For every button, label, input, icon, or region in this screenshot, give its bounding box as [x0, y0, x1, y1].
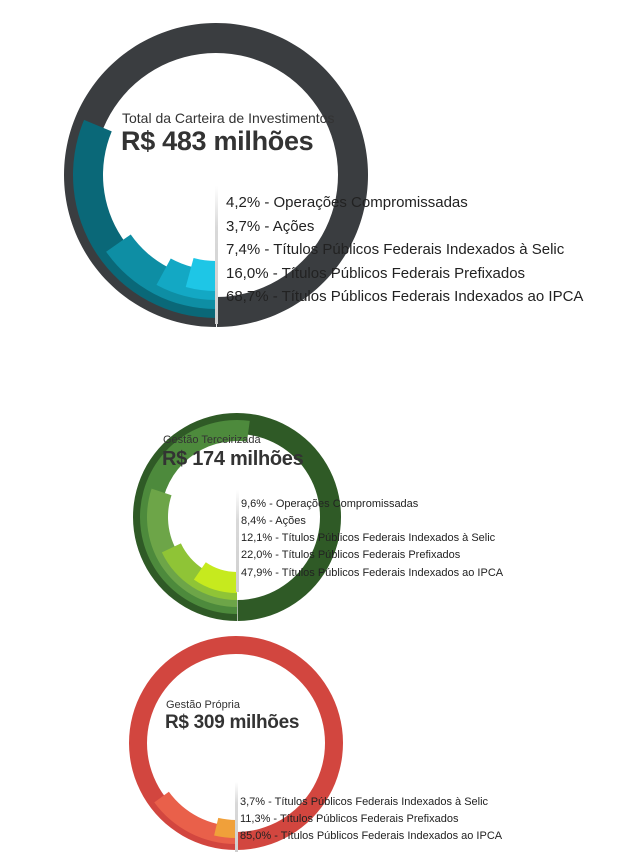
legend-divider [236, 490, 239, 592]
chart-own-management [0, 620, 637, 866]
ring-segment-1 [214, 818, 236, 838]
chart-total-value: R$ 174 milhões [162, 448, 304, 470]
chart-subtitle: Gestão Terceirizada [163, 434, 261, 446]
chart-total-value: R$ 309 milhões [165, 712, 300, 733]
legend-item: 3,7% - Ações [226, 218, 315, 235]
ring-segment-1 [186, 258, 216, 291]
legend-item: 4,2% - Operações Compromissadas [226, 194, 468, 211]
legend-item: 8,4% - Ações [241, 515, 306, 527]
legend-item: 47,9% - Títulos Públicos Federais Indexados ao IPCA [241, 567, 504, 579]
legend-item: 85,0% - Títulos Públicos Federais Indexados ao IPCA [240, 830, 503, 842]
chart-total-value: R$ 483 milhões [121, 126, 314, 156]
legend-item: 68,7% - Títulos Públicos Federais Indexados ao IPCA [226, 288, 584, 305]
legend-item: 12,1% - Títulos Públicos Federais Indexados à Selic [241, 532, 496, 544]
legend-divider [215, 186, 218, 324]
legend-item: 3,7% - Títulos Públicos Federais Indexados à Selic [240, 796, 489, 808]
legend-item: 11,3% - Títulos Públicos Federais Prefixados [240, 813, 459, 825]
legend-item: 9,6% - Operações Compromissadas [241, 498, 419, 510]
legend-item: 16,0% - Títulos Públicos Federais Prefixados [226, 265, 526, 282]
chart-subtitle: Gestão Própria [166, 699, 240, 711]
legend-divider [235, 782, 238, 852]
chart-subtitle: Total da Carteira de Investimentos [122, 110, 335, 126]
legend-item: 22,0% - Títulos Públicos Federais Prefixados [241, 549, 461, 561]
chart-outsourced-management [0, 340, 637, 620]
legend-item: 7,4% - Títulos Públicos Federais Indexados à Selic [226, 241, 565, 258]
chart-total-portfolio [0, 0, 637, 340]
